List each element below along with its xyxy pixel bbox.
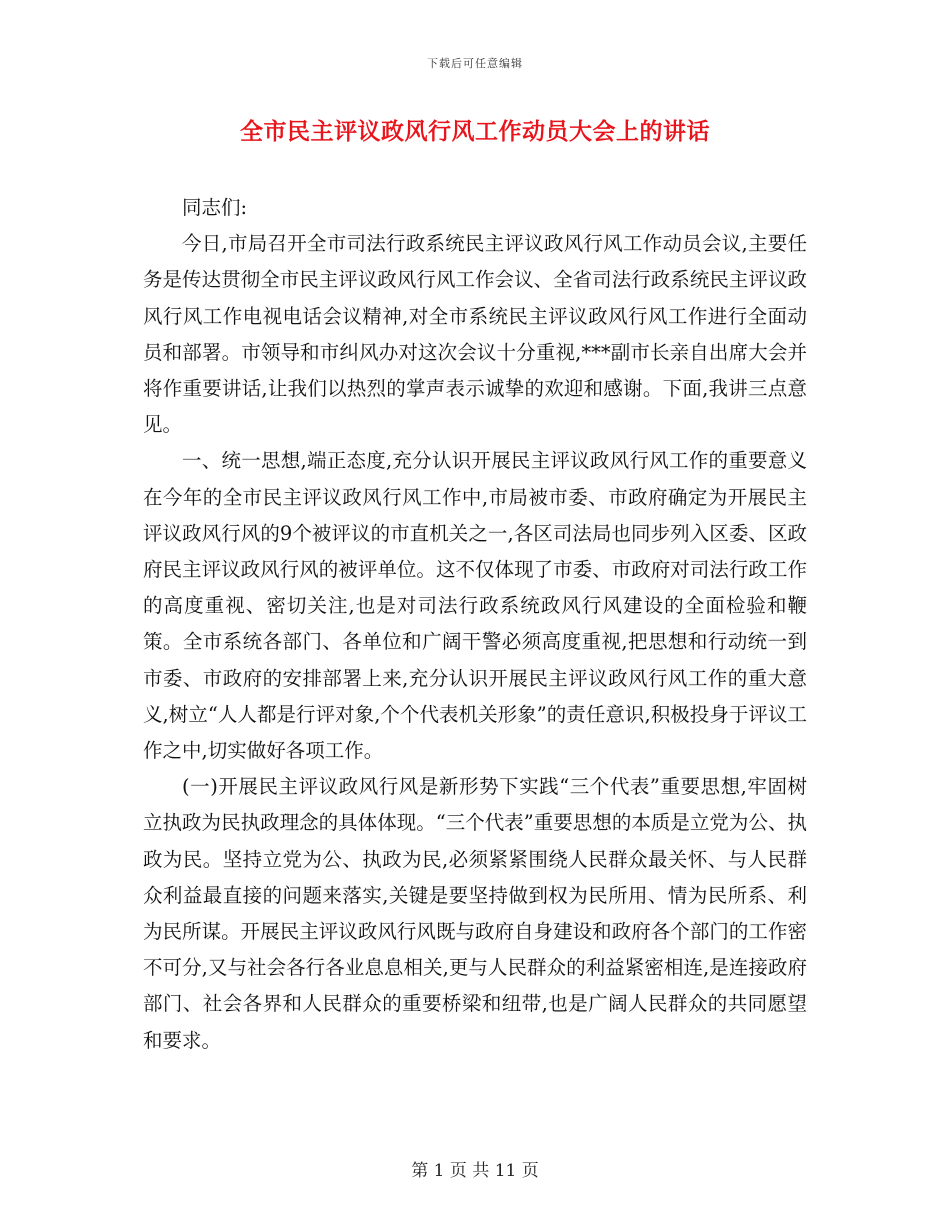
page-number: 第 1 页 共 11 页 bbox=[411, 1161, 539, 1181]
salutation: 同志们: bbox=[182, 196, 248, 219]
paragraph-subsection-one: (一)开展民主评议政风行风是新形势下实践“三个代表”重要思想,牢固树立执政为民执政理念的具体体现。“三个代表”重要思想的本质是立党为公、执政为民。坚持立党为公、执政为民,必须紧紧围绕人民群众最关怀、与人民群众利益最直接的问题来落实,关键是要坚持做到权为民所用、情为民所系、利为民所谋。开展民主评议政风行风既与政府自身建设和政府各个部门的工作密不可分,又与社会各行各业息息相关,更与人民群众的利益紧密相连,是连接政府部门、社会各界和人民群众的重要桥梁和纽带,也是广阔人民群众的共同愿望和要求。 bbox=[143, 775, 807, 1052]
header-note: 下载后可任意编辑 bbox=[427, 57, 523, 70]
paragraph-intro: 今日,市局召开全市司法行政系统民主评议政风行风工作动员会议,主要任务是传达贯彻全市民主评议政风行风工作会议、全省司法行政系统民主评议政风行风工作电视电话会议精神,对全市系统民主评议政风行风工作进行全面动员和部署。市领导和市纠风办对这次会议十分重视,***副市长亲自出席大会并将作重要讲话,让我们以热烈的掌声表示诚挚的欢迎和感谢。下面,我讲三点意见。 bbox=[143, 232, 807, 437]
document-title: 全市民主评议政风行风工作动员大会上的讲话 bbox=[240, 118, 710, 145]
document-body bbox=[143, 190, 807, 1059]
paragraph-section-one: 一、统一思想,端正态度,充分认识开展民主评议政风行风工作的重要意义在今年的全市民主评议政风行风工作中,市局被市委、市政府确定为开展民主评议政风行风的9个被评议的市直机关之一,各区司法局也同步列入区委、区政府民主评议政风行风的被评单位。这不仅体现了市委、市政府对司法行政工作的高度重视、密切关注,也是对司法行政系统政风行风建设的全面检验和鞭策。全市系统各部门、各单位和广阔干警必须高度重视,把思想和行动统一到市委、市政府的安排部署上来,充分认识开展民主评议政风行风工作的重大意义,树立“人人都是行评对象,个个代表机关形象”的责任意识,积极投身于评议工作之中,切实做好各项工作。 bbox=[143, 449, 807, 763]
